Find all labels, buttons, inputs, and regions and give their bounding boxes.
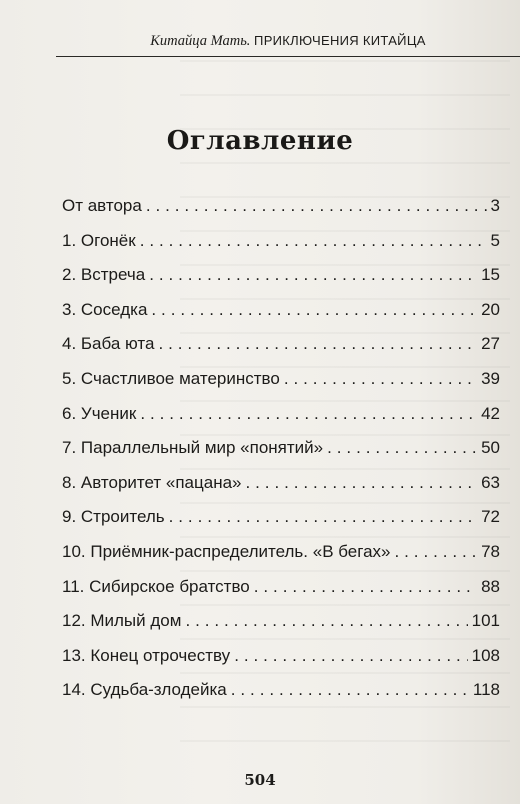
dot-leader [140,404,477,424]
toc-entry-label: 5. Счастливое материнство [62,368,280,388]
toc-entry-page: 118 [472,680,500,700]
toc-entry-label: 9. Строитель [62,507,165,527]
page-number: 504 [244,771,276,789]
running-head-author: Китайца Мать. [150,33,251,49]
dot-leader [151,300,477,320]
toc-entry-page: 42 [481,403,500,423]
toc-entry [62,680,500,715]
toc-entry-label: От автора [62,196,142,215]
dot-leader [284,369,477,389]
dot-leader [395,542,478,562]
dot-leader [327,438,477,458]
toc-entry [62,646,500,681]
toc-entry-label: 10. Приёмник-распределитель. «В бегах» [62,541,391,561]
toc-entry-page: 15 [481,265,500,285]
toc-entry [62,438,500,473]
toc-entry-page: 3 [490,196,500,215]
dot-leader [149,265,477,285]
toc-entry-label: 14. Судьба-злодейка [62,680,227,700]
toc-entry [62,231,500,266]
toc-entry [62,577,500,612]
toc-entry-page: 101 [471,611,500,631]
toc-entry [62,369,500,404]
toc-entry-label: 6. Ученик [62,403,137,423]
dot-leader [140,231,487,251]
toc-entry-label: 13. Конец отрочеству [62,645,231,665]
toc-entry-page: 27 [481,334,500,354]
toc-entry-page: 78 [481,541,500,561]
toc-entry-page: 39 [481,368,500,388]
toc-entry-page: 108 [471,645,500,665]
toc-entry-label: 11. Сибирское братство [62,576,250,596]
dot-leader [169,507,477,527]
toc-entry-page: 5 [490,230,500,250]
page-title: Оглавление [166,126,354,156]
dot-leader [231,680,469,700]
toc-entry-page: 72 [481,507,500,527]
dot-leader [146,196,487,216]
toc-entry [62,542,500,577]
toc-entry [62,334,500,369]
toc-entry-page: 63 [481,472,500,492]
table-of-contents [62,196,500,715]
dot-leader [234,646,467,666]
toc-entry-page: 50 [481,438,500,458]
toc-entry-label: 1. Огонёк [62,230,136,250]
dot-leader [185,611,467,631]
toc-entry-label: 8. Авторитет «пацана» [62,472,242,492]
toc-entry [62,611,500,646]
toc-entry [62,300,500,335]
dot-leader [246,473,478,493]
toc-entry [62,404,500,439]
toc-entry-label: 3. Соседка [62,299,148,319]
toc-entry-page: 20 [481,299,500,319]
dot-leader [158,334,477,354]
toc-entry-label: 2. Встреча [62,265,146,285]
toc-entry [62,473,500,508]
running-head [56,30,520,57]
toc-entry-page: 88 [481,576,500,596]
toc-entry-label: 4. Баба юта [62,334,155,354]
toc-entry [62,265,500,300]
dot-leader [254,577,477,597]
toc-entry [62,196,500,231]
toc-entry [62,507,500,542]
toc-entry-label: 7. Параллельный мир «понятий» [62,438,324,458]
toc-entry-label: 12. Милый дом [62,611,182,631]
running-head-title: ПРИКЛЮЧЕНИЯ КИТАЙЦА [254,33,426,48]
